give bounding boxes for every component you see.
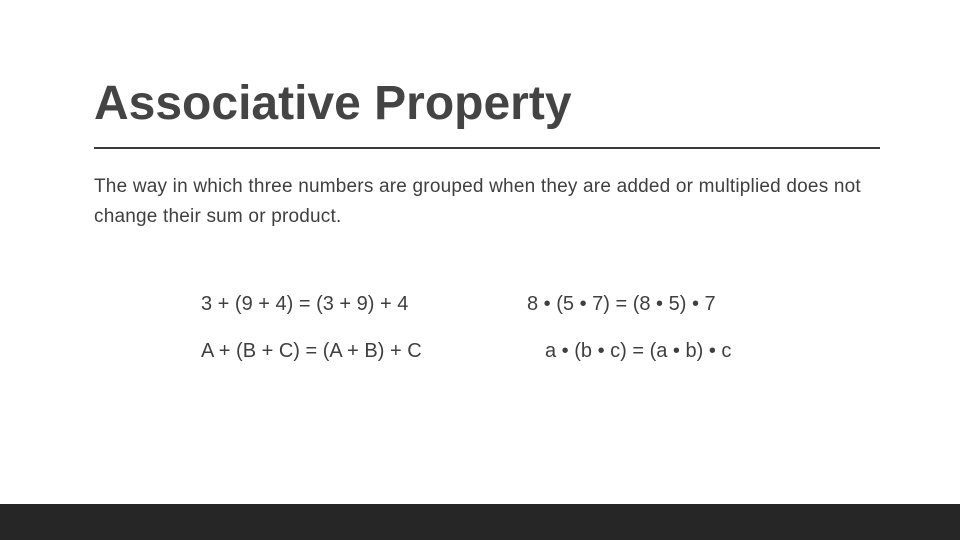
- multiplication-general-example: a • (b • c) = (a • b) • c: [545, 340, 732, 362]
- addition-general-example: A + (B + C) = (A + B) + C: [201, 340, 422, 362]
- slide-title: Associative Property: [94, 77, 572, 130]
- definition-text: The way in which three numbers are grouped when they are added or multiplied does not change their sum or product.: [94, 176, 861, 227]
- footer-bar: [0, 504, 960, 540]
- addition-numeric-example: 3 + (9 + 4) = (3 + 9) + 4: [201, 293, 409, 315]
- multiplication-numeric-example: 8 • (5 • 7) = (8 • 5) • 7: [527, 293, 716, 315]
- title-divider: [94, 147, 880, 149]
